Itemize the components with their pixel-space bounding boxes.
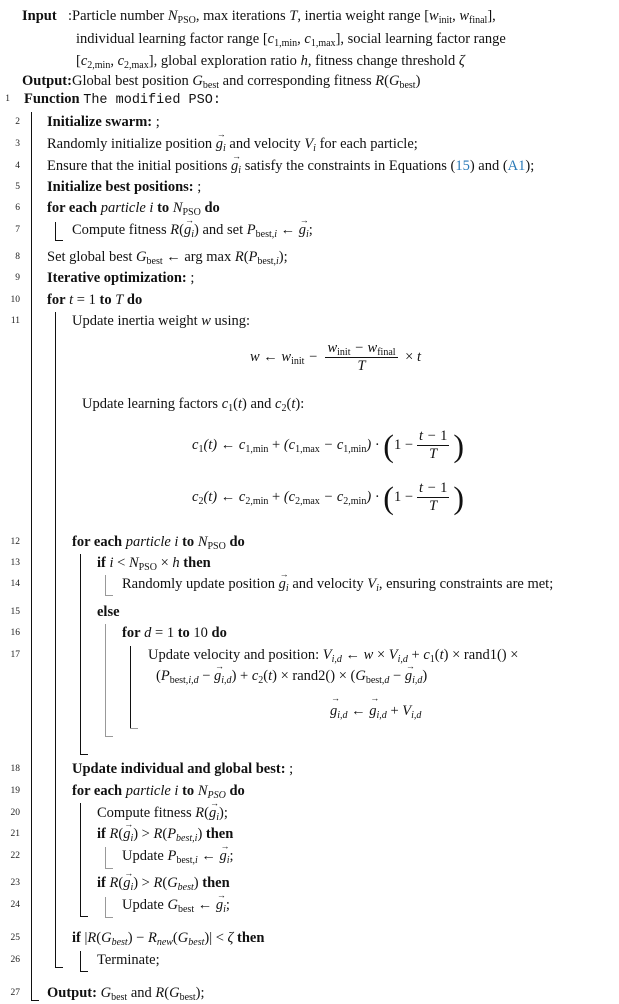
line-number-3: 3 xyxy=(15,139,20,149)
line-number-22: 22 xyxy=(10,851,20,861)
ref-eq-a1[interactable]: A1 xyxy=(507,158,526,174)
line-17a: Update velocity and position: $V_{i,d}$ ← $w \times V_{i,d} + c_1(t)$ × rand1() × xyxy=(148,647,519,665)
line-22: Update $P_{best,i}$ ← → $g_i$; xyxy=(122,847,234,865)
line-7: Compute fitness $R(\to g_i)$ and set $P_{best,i}$ ← → $g_i$; xyxy=(72,221,313,239)
equation-position: → $g_{i,d}$ ← → $g_{i,d} + V_{i,d}$ xyxy=(330,703,421,720)
line-number-5: 5 xyxy=(15,182,20,192)
line-number-27: 27 xyxy=(10,988,20,998)
input-line-3: [$c_{2,min}$, $c_{2,max}$], global exploration ratio h, fitness change threshold ζ xyxy=(76,53,465,71)
line-number-18: 18 xyxy=(10,764,20,774)
line-number-12: 12 xyxy=(10,537,20,547)
line-9: Iterative optimization: ; xyxy=(47,270,195,286)
line-5: Initialize best positions: ; xyxy=(47,179,202,195)
input-line-2: individual learning factor range [$c_{1,min}$, $c_{1,max}$], social learning factor range xyxy=(76,31,506,49)
block-bar-for-each-best xyxy=(80,803,81,916)
line-26: Terminate; xyxy=(97,952,160,968)
input-line-1: :Particle number $N_{PSO}$, max iterations T, inertia weight range [$w_{init}$, $w_{final}$], xyxy=(68,8,496,26)
line-number-11: 11 xyxy=(10,316,20,326)
line-number-19: 19 xyxy=(10,786,20,796)
block-foot-for-t xyxy=(55,967,63,968)
line-25: if $|R(G_{best}) - R_{new}(G_{best})| < \zeta$ then xyxy=(72,930,265,948)
block-foot-for-d xyxy=(130,728,138,729)
line-number-14: 14 xyxy=(10,579,20,589)
line-23: if $R(\to g_i) > R(G_{best})$ then xyxy=(97,874,230,892)
block-bar-if-explore xyxy=(105,575,106,595)
line-number-1: 1 xyxy=(5,94,10,104)
line-19: for each particle i to $N_{PSO}$ do xyxy=(72,783,245,801)
line-17b: ($P_{best,i,d}$ − → $g_{i,d}) + c_2(t)$ × rand2() × ($G_{best,d}$ − → $g_{i,d}$) xyxy=(156,667,427,685)
line-number-21: 21 xyxy=(10,829,20,839)
line-18: Update individual and global best: ; xyxy=(72,761,294,777)
block-foot-function xyxy=(31,1000,39,1001)
learning-factors-text: Update learning factors $c_1(t)$ and $c_2(t)$: xyxy=(82,396,305,414)
block-bar-if-pbest xyxy=(105,847,106,868)
line-number-26: 26 xyxy=(10,955,20,965)
line-6: for each particle i to $N_{PSO}$ do xyxy=(47,200,220,218)
line-number-6: 6 xyxy=(15,203,20,213)
line-13: if $i < N_{PSO} \times h$ then xyxy=(97,555,211,573)
line-number-15: 15 xyxy=(10,607,20,617)
line-number-7: 7 xyxy=(15,225,20,235)
input-label: Input xyxy=(22,8,57,24)
line-number-17: 17 xyxy=(10,650,20,660)
block-bar-for-t xyxy=(55,312,56,967)
line-number-16: 16 xyxy=(10,628,20,638)
line-3: Randomly initialize position → $g_i$ and velocity $V_i$ for each particle; xyxy=(47,135,418,153)
line-number-8: 8 xyxy=(15,252,20,262)
line-4: Ensure that the initial positions → $g_i$ satisfy the constraints in Equations (15) and (A1); xyxy=(47,157,534,175)
ref-eq-15[interactable]: 15 xyxy=(455,158,470,174)
line-number-10: 10 xyxy=(10,295,20,305)
line-21: if $R(\to g_i) > R(P_{best,i})$ then xyxy=(97,825,233,843)
block-foot-if-terminate xyxy=(80,971,88,972)
line-27: Output: $G_{best}$ and $R(G_{best})$; xyxy=(47,985,205,1003)
line-8: Set global best $G_{best}$ ← arg $\max R(P_{best,i})$; xyxy=(47,249,288,267)
line-15: else xyxy=(97,604,120,620)
line-10: for t = 1 to T do xyxy=(47,292,143,308)
line-number-24: 24 xyxy=(10,900,20,910)
block-bar-if-gbest xyxy=(105,897,106,917)
block-foot-if-gbest xyxy=(105,917,113,918)
block-bar-for-each-update xyxy=(80,554,81,754)
line-number-13: 13 xyxy=(10,558,20,568)
block-foot-if-explore xyxy=(105,595,113,596)
line-16: for d = 1 to 10 do xyxy=(122,625,227,641)
line-number-2: 2 xyxy=(15,117,20,127)
line-24: Update $G_{best}$ ← → $g_i$; xyxy=(122,896,230,914)
block-foot-for-each-update xyxy=(80,754,88,755)
line-2: Initialize swarm: ; xyxy=(47,114,160,130)
line-number-25: 25 xyxy=(10,933,20,943)
line-number-4: 4 xyxy=(15,161,20,171)
line-14: Randomly update position → $g_i$ and velocity $V_i$, ensuring constraints are met; xyxy=(122,575,553,593)
block-foot-else xyxy=(105,736,113,737)
function-header: Function The modified PSO: xyxy=(24,91,221,108)
line-number-9: 9 xyxy=(15,273,20,283)
block-foot-if-pbest xyxy=(105,868,113,869)
line-20: Compute fitness $R(\to g_i)$; xyxy=(97,804,228,822)
line-12: for each particle i to $N_{PSO}$ do xyxy=(72,534,245,552)
equation-c1: $c_1(t)$ ← $c_{1,min} + (c_{1,max} - c_{1,min}) \cdot (1$ − $\frac{t - 1}{T}$ ) xyxy=(192,427,464,464)
block-bar-for-d xyxy=(130,646,131,728)
output-label: Output:Global best position $G_{best}$ and corresponding fitness $R(G_{best})$ xyxy=(22,73,421,91)
block-bar-function xyxy=(31,112,32,1000)
block-foot-for-each-best xyxy=(80,916,88,917)
line-11: Update inertia weight w using: xyxy=(72,313,250,329)
block-foot-for-init xyxy=(55,240,63,241)
line-number-20: 20 xyxy=(10,808,20,818)
block-bar-else xyxy=(105,624,106,736)
block-bar-for-init xyxy=(55,222,56,240)
line-number-23: 23 xyxy=(10,878,20,888)
equation-inertia: w ← $w_{init}$ − $\frac{w_{init} - w_{final}}{T}$ × t xyxy=(250,340,422,374)
equation-c2: $c_2(t)$ ← $c_{2,min} + (c_{2,max} - c_{2,min}) \cdot (1$ − $\frac{t - 1}{T}$ ) xyxy=(192,479,464,516)
block-bar-if-terminate xyxy=(80,951,81,971)
